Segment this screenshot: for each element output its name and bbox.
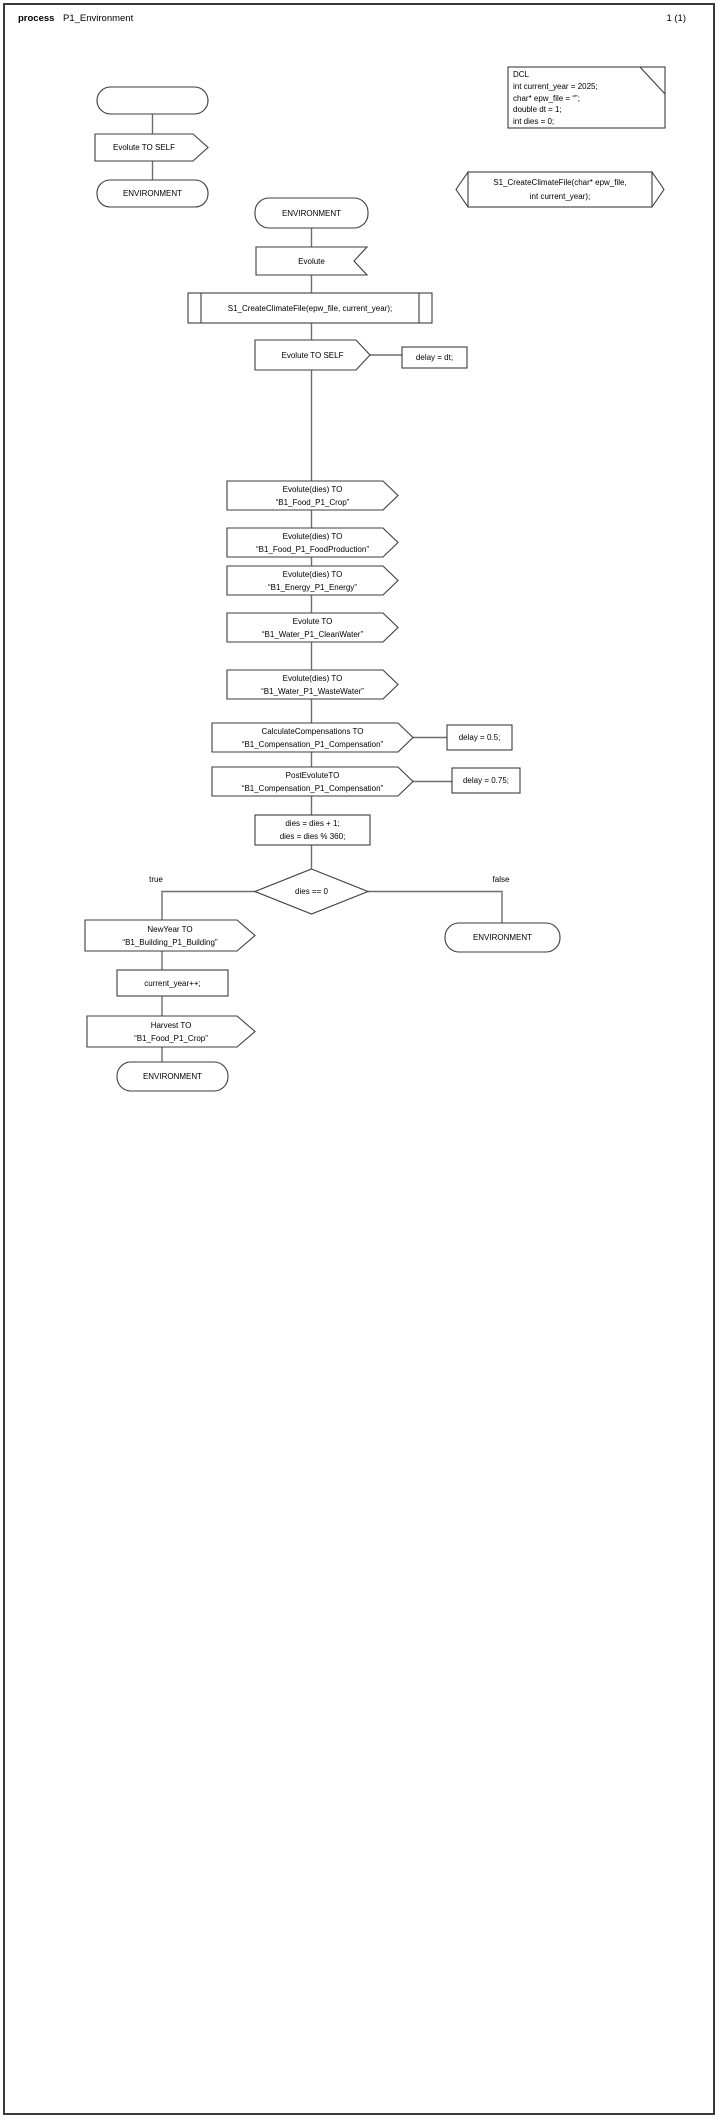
procedure-declaration-label: S1_CreateClimateFile(char* epw_file, int current_year); <box>493 178 627 201</box>
diagram-name: P1_Environment <box>63 13 134 24</box>
output-harvest-label: Harvest TO “B1_Food_P1_Crop” <box>134 1020 208 1043</box>
comment-delay-075-label: delay = 0.75; <box>462 776 510 785</box>
decision-false-label: false <box>492 874 510 884</box>
state-environment-start-label: ENVIRONMENT <box>122 189 183 198</box>
output-waste-water-label: Evolute(dies) TO “B1_Water_P1_WasteWater” <box>261 673 364 696</box>
output-newyear-label: NewYear TO “B1_Building_P1_Building” <box>122 924 218 947</box>
state-environment-main-label: ENVIRONMENT <box>281 208 342 218</box>
procedure-declaration-right-bracket <box>652 172 664 207</box>
comment-delay-dt-label: delay = dt; <box>415 353 454 362</box>
task-current-year-label: current_year++; <box>144 978 201 988</box>
procedure-call-label: S1_CreateClimateFile(epw_file, current_year); <box>227 303 393 313</box>
false-branch-connector <box>368 892 502 924</box>
output-post-evolute-label: PostEvoluteTO “B1_Compensation_P1_Compensation” <box>241 770 384 793</box>
output-evolute-to-self-label: Evolute TO SELF <box>281 350 344 360</box>
output-food-production-label: Evolute(dies) TO “B1_Food_P1_FoodProduction” <box>256 531 369 554</box>
output-food-crop-label: Evolute(dies) TO “B1_Food_P1_Crop” <box>275 484 350 507</box>
input-evolute-label: Evolute <box>298 256 325 266</box>
page-number: 1 (1) <box>666 13 686 24</box>
dcl-declarations-text: DCL int current_year = 2025; char* epw_file = “”; double dt = 1; int dies = 0; <box>513 70 598 127</box>
state-environment-false-label: ENVIRONMENT <box>472 933 533 942</box>
diagram-kind-label: process <box>18 13 55 24</box>
output-evolute-to-self-start-label: Evolute TO SELF <box>113 143 175 152</box>
true-branch-connector <box>162 892 255 921</box>
output-calculate-compensations-label: CalculateCompensations TO “B1_Compensation_P1_Compensation” <box>241 726 384 749</box>
task-dies-label: dies = dies + 1; dies = dies % 360; <box>279 819 346 841</box>
decision-condition-label: dies == 0 <box>295 887 328 896</box>
procedure-declaration-left-bracket <box>456 172 468 207</box>
decision-true-label: true <box>149 874 163 884</box>
output-energy-label: Evolute(dies) TO “B1_Energy_P1_Energy” <box>268 569 357 592</box>
start-symbol <box>97 87 208 114</box>
state-environment-true-label: ENVIRONMENT <box>142 1072 203 1081</box>
comment-delay-05-label: delay = 0.5; <box>458 733 501 742</box>
output-clean-water-label: Evolute TO “B1_Water_P1_CleanWater” <box>261 616 364 639</box>
